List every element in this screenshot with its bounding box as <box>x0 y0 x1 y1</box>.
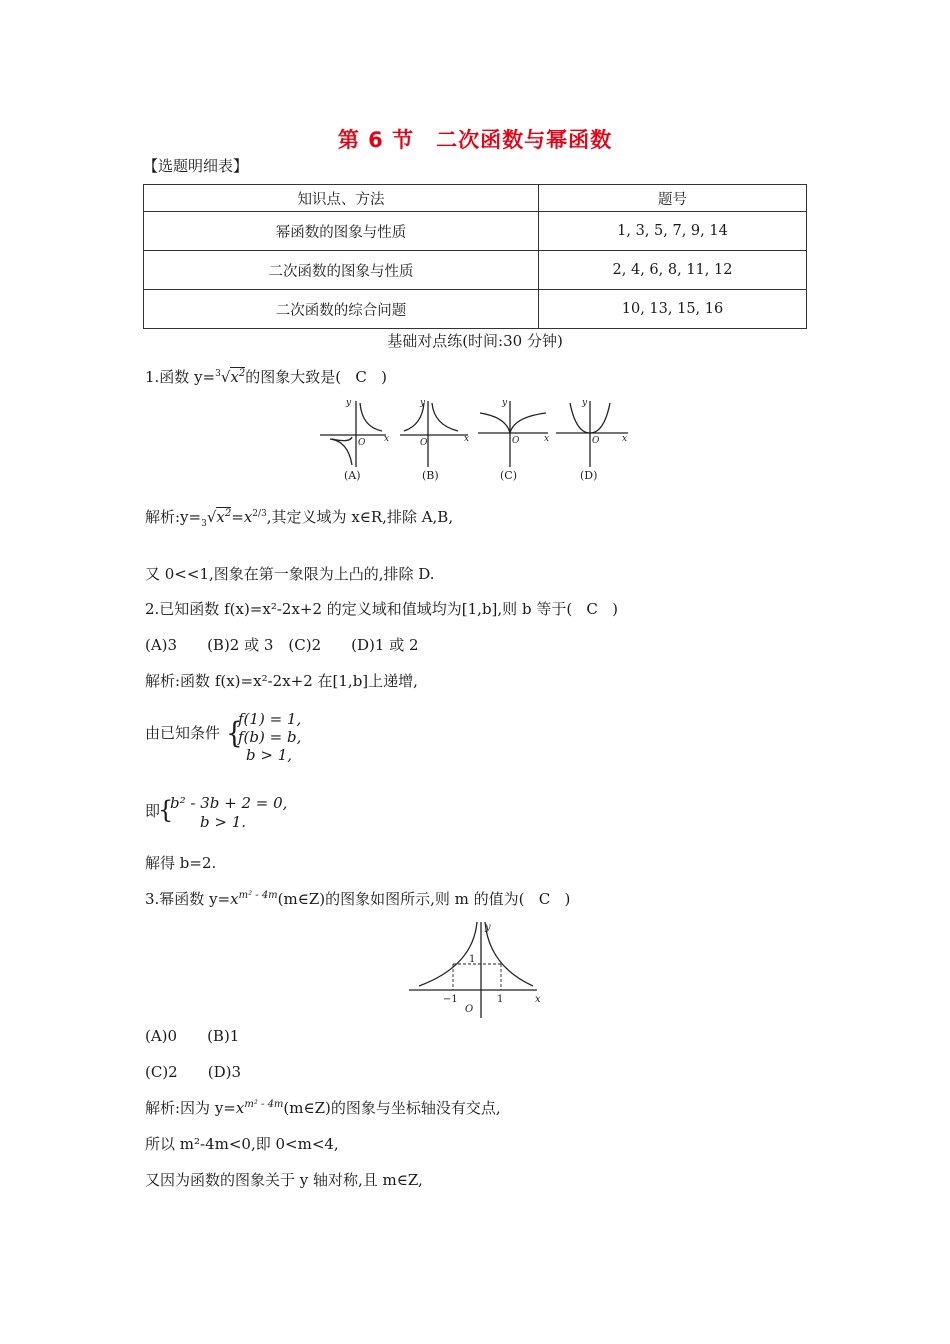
origin-label: O <box>592 436 600 446</box>
q2-stem <box>145 598 618 619</box>
axis-y-label: y <box>502 398 508 408</box>
fig-label-b: (B) <box>422 469 439 482</box>
equation: f(1) = 1, <box>238 710 302 728</box>
q2-answer: C <box>586 600 598 618</box>
q2-system-label: 由已知条件 <box>145 724 221 742</box>
table-row <box>144 251 807 290</box>
q3-options-1: (A)0 (B)1 <box>145 1027 240 1045</box>
header-numbers: 题号 <box>539 185 807 212</box>
q2-system2-label: 即 <box>145 802 161 820</box>
axis-x-label: x <box>464 434 470 444</box>
y-tick-1: 1 <box>469 954 476 965</box>
q3-exponent: m² - 4m <box>238 890 278 901</box>
q2-system-2 <box>170 794 287 832</box>
header-topic: 知识点、方法 <box>144 185 539 212</box>
q3-sol-suffix: (m∈Z)的图象与坐标轴没有交点, <box>283 1099 501 1117</box>
origin-label: O <box>465 1004 474 1015</box>
q1-solution-line2: 又 0<<1,图象在第一象限为上凸的,排除 D. <box>145 565 435 583</box>
q2-solution-1: 解析:函数 f(x)=x²-2x+2 在[1,b]上递增, <box>145 672 418 690</box>
q1-answer: C <box>355 368 367 386</box>
x-tick-1: 1 <box>497 994 504 1005</box>
table-header-row <box>144 185 807 212</box>
equation: b > 1. <box>200 813 247 831</box>
q2-system-1 <box>238 710 301 764</box>
page-title: 第 6 节 二次函数与幂函数 <box>337 128 613 152</box>
q3-stem <box>145 888 570 909</box>
table-heading: 【选题明细表】 <box>143 157 249 175</box>
equation: b² - 3b + 2 = 0, <box>170 794 288 812</box>
axis-x-label: x <box>622 434 628 444</box>
left-brace: { <box>158 796 174 824</box>
q1-formula: $^3√x^2$ <box>215 368 246 386</box>
q3-solution-3: 又因为函数的图象关于 y 轴对称,且 m∈Z, <box>145 1171 423 1189</box>
topic-cell: 二次函数的综合问题 <box>144 290 539 329</box>
q1-stem <box>145 366 387 387</box>
axis-x-label: x <box>544 434 550 444</box>
q3-solution-1 <box>145 1097 501 1118</box>
graph-b <box>400 401 468 467</box>
root-index: 3 <box>201 519 207 529</box>
equation: b > 1, <box>246 746 293 764</box>
q3-solution-2: 所以 m²-4m<0,即 0<m<4, <box>145 1135 339 1153</box>
q3-sol-exponent: m² - 4m <box>244 1099 284 1110</box>
q2-result: 解得 b=2. <box>145 854 217 872</box>
equation: f(b) = b, <box>238 728 302 746</box>
q1-option-graphs <box>318 395 638 483</box>
q3-suffix: (m∈Z)的图象如图所示,则 m 的值为( <box>277 890 525 908</box>
q3-sol-prefix: 解析:因为 y= <box>145 1099 236 1117</box>
q1-close: ) <box>381 368 387 386</box>
root-index: 3 <box>215 369 221 379</box>
graph-d <box>556 401 628 467</box>
q1-solution <box>145 506 453 529</box>
q2-close: ) <box>612 600 619 618</box>
fig-label-a: (A) <box>344 469 361 482</box>
origin-label: O <box>358 438 366 448</box>
q3-close: ) <box>564 890 571 908</box>
topic-table <box>143 184 807 329</box>
table-row <box>144 212 807 251</box>
q3-prefix: 3.幂函数 y= <box>145 890 231 908</box>
graph-a <box>320 401 386 467</box>
numbers-cell: 2, 4, 6, 8, 11, 12 <box>539 251 807 290</box>
topic-cell: 幂函数的图象与性质 <box>144 212 539 251</box>
axis-y-label: y <box>485 922 491 933</box>
numbers-cell: 10, 13, 15, 16 <box>539 290 807 329</box>
fig-label-d: (D) <box>580 469 598 482</box>
q1-sol-prefix: 解析:y= <box>145 508 202 526</box>
topic-cell: 二次函数的图象与性质 <box>144 251 539 290</box>
axis-x-label: x <box>384 434 390 444</box>
q1-prefix: 1.函数 y= <box>145 368 216 386</box>
q2-options: (A)3 (B)2 或 3 (C)2 (D)1 或 2 <box>145 636 419 654</box>
fig-label-c: (C) <box>500 469 517 482</box>
q3-sol-base: x <box>235 1099 245 1117</box>
q3-options-2: (C)2 (D)3 <box>145 1063 241 1081</box>
numbers-cell: 1, 3, 5, 7, 9, 14 <box>539 212 807 251</box>
q2-stem-text: 2.已知函数 f(x)=x²-2x+2 的定义域和值域均为[1,b],则 b 等于( <box>145 600 573 618</box>
q3-graph <box>405 918 545 1022</box>
x-tick-neg1: −1 <box>443 994 458 1005</box>
graph-c <box>478 401 548 467</box>
axis-y-label: y <box>582 398 588 408</box>
q1-suffix: 的图象大致是( <box>245 368 342 386</box>
origin-label: O <box>512 436 520 446</box>
left-brace: { <box>226 717 243 751</box>
q1-sol-formula: $_3√x^2=x^{2/3}$ <box>201 508 267 529</box>
q1-sol-suffix: ,其定义域为 x∈R,排除 A,B, <box>266 508 454 526</box>
origin-label: O <box>420 438 428 448</box>
q3-base: x <box>230 890 239 908</box>
axis-x-label: x <box>535 994 541 1005</box>
section-heading: 基础对点练(时间:30 分钟) <box>387 332 563 350</box>
table-row <box>144 290 807 329</box>
q3-answer: C <box>538 890 551 908</box>
axis-y-label: y <box>420 398 426 408</box>
axis-y-label: y <box>346 398 352 408</box>
